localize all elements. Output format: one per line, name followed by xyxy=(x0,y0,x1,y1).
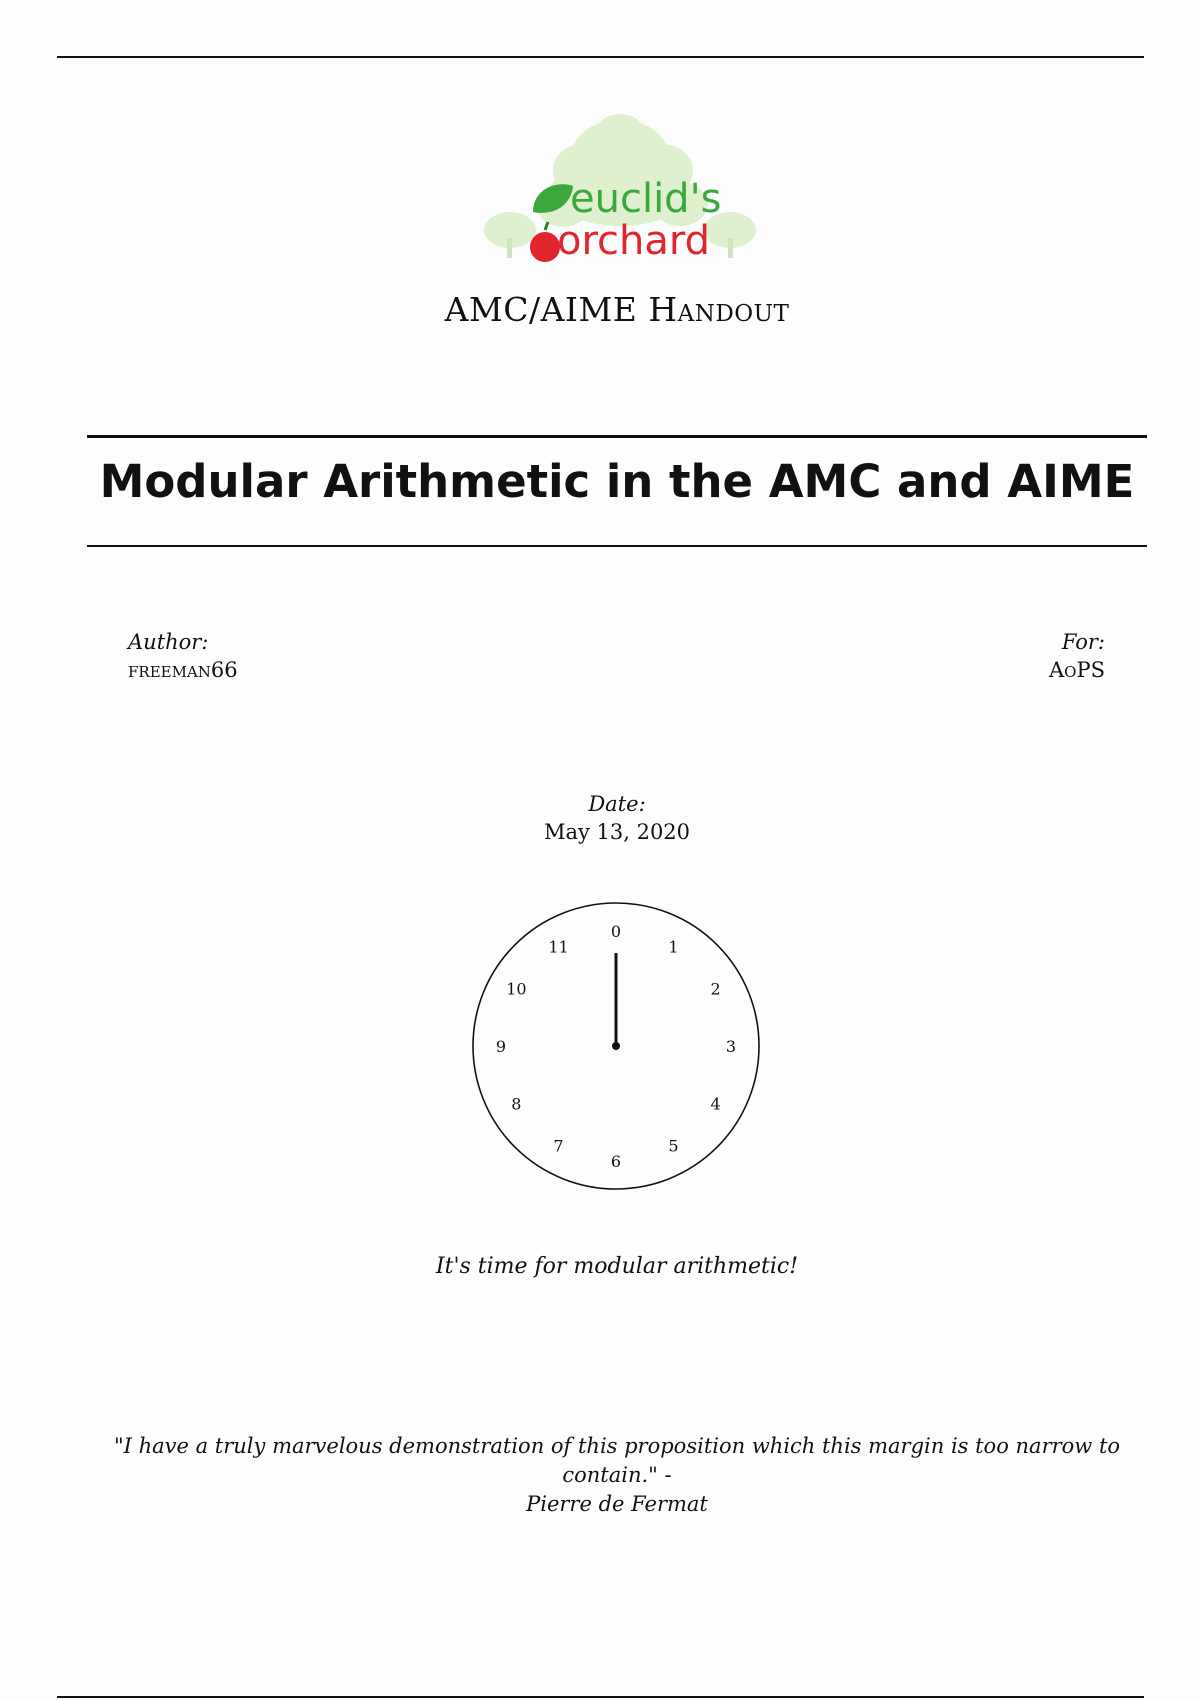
for-value: AoPS xyxy=(1049,658,1105,682)
for-label: For: xyxy=(1061,630,1105,654)
author-block xyxy=(128,628,238,684)
quote-text: "I have a truly marvelous demonstration of this proposition which this margin is too narrow to contain." - xyxy=(113,1434,1121,1487)
clock-number-4: 4 xyxy=(710,1094,721,1114)
document-title: Modular Arithmetic in the AMC and AIME xyxy=(99,455,1135,508)
clock-number-10: 10 xyxy=(506,979,527,999)
for-block xyxy=(1049,628,1105,684)
tagline: It's time for modular arithmetic! xyxy=(435,1254,799,1279)
logo-text-orchard: orchard xyxy=(557,218,711,264)
euclids-orchard-logo xyxy=(475,112,765,264)
clock-number-8: 8 xyxy=(511,1094,522,1114)
clock-number-9: 9 xyxy=(495,1037,507,1056)
logo-text-euclids: euclid's xyxy=(570,176,722,222)
title-rule-bottom xyxy=(87,545,1147,547)
top-rule xyxy=(57,56,1144,58)
clock-number-3: 3 xyxy=(725,1037,737,1056)
clock-number-7: 7 xyxy=(553,1136,564,1156)
clock-figure xyxy=(470,900,762,1192)
date-label: Date: xyxy=(588,792,646,816)
clock-number-0: 0 xyxy=(610,922,622,941)
clock-number-11: 11 xyxy=(548,937,569,957)
clock-number-5: 5 xyxy=(668,1136,679,1156)
clock-number-2: 2 xyxy=(710,979,721,999)
fermat-quote xyxy=(80,1432,1154,1519)
author-label: Author: xyxy=(128,630,209,654)
quote-attribution: Pierre de Fermat xyxy=(526,1492,708,1516)
clock-number-1: 1 xyxy=(668,937,679,957)
clock-center-dot xyxy=(612,1042,620,1050)
date-value: May 13, 2020 xyxy=(543,820,691,844)
handout-label: AMC/AIME Handout xyxy=(444,290,790,329)
title-rule-top xyxy=(87,435,1147,438)
author-name: freeman66 xyxy=(128,658,238,682)
clock-number-6: 6 xyxy=(610,1152,622,1171)
bottom-rule xyxy=(57,1696,1144,1698)
date-block xyxy=(0,790,1200,846)
